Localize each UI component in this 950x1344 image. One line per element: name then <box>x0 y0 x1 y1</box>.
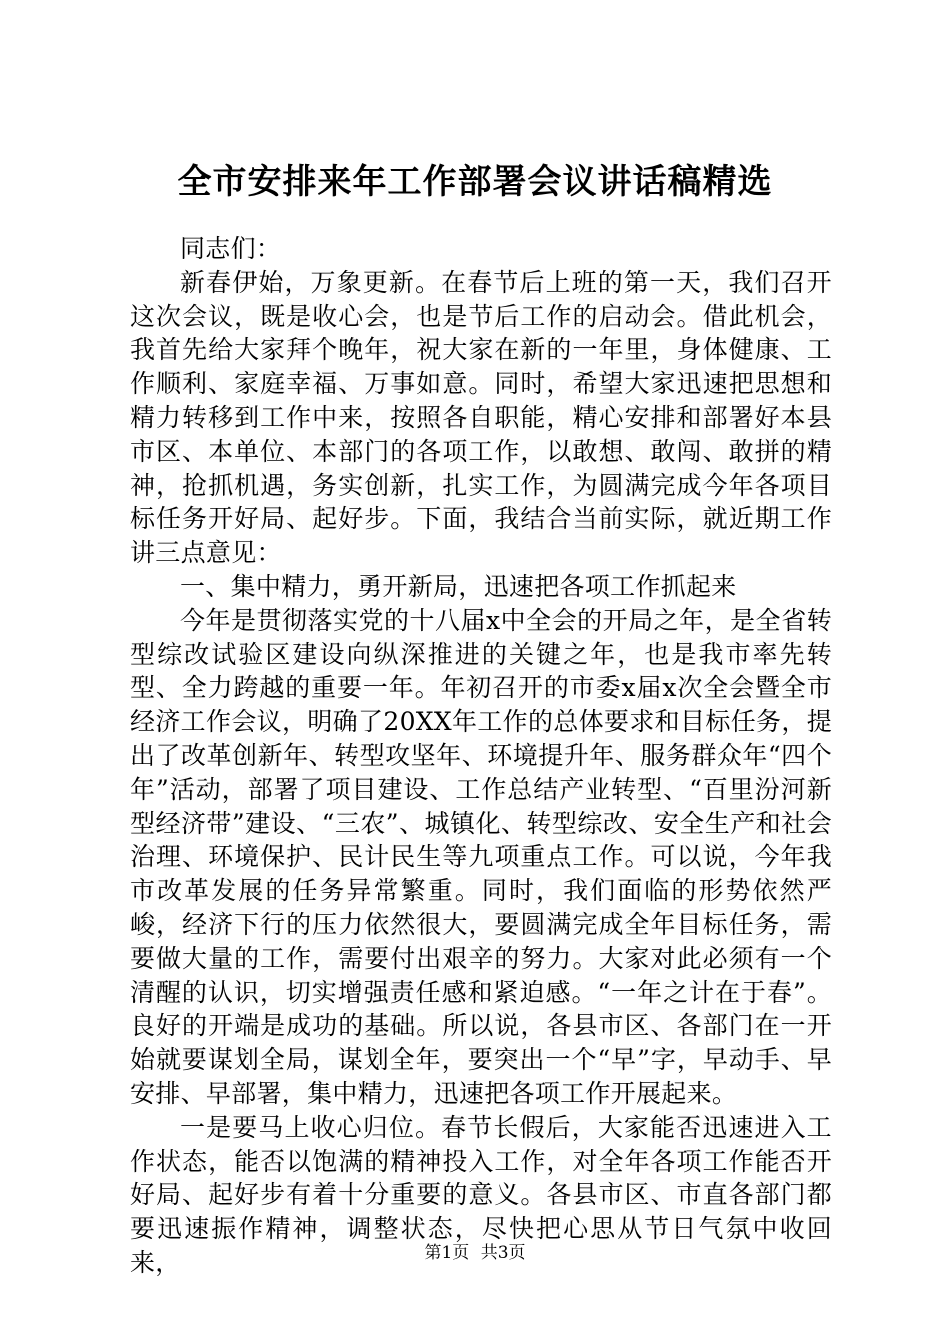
page-number: 第1页 <box>424 1243 470 1263</box>
section-heading: 一、集中精力，勇开新局，迅速把各项工作抓起来 <box>180 571 737 601</box>
salutation-paragraph: 同志们： <box>180 234 282 263</box>
document-title: 全市安排来年工作部署会议讲话稿精选 <box>177 162 773 202</box>
page-footer <box>0 1241 950 1265</box>
body-paragraph: 新春伊始，万象更新。在春节后上班的第一天，我们召开这次会议，既是收心会，也是节后工作的启动会。借此机会，我首先给大家拜个晚年，祝大家在新的一年里，身体健康、工作顺利、家庭幸福、万事如意。同时，希望大家迅速把思想和精力转移到工作中来，按照各自职能，精心安排和部署好本县市区、本单位、本部门的各项工作，以敢想、敢闯、敢拼的精神，抢抓机遇，务实创新，扎实工作，为圆满完成今年各项目标任务开好局、起好步。下面，我结合当前实际，就近期工作讲三点意见： <box>130 267 832 568</box>
page-total: 共3页 <box>480 1243 526 1263</box>
body-paragraph: 今年是贯彻落实党的十八届x中全会的开局之年，是全省转型综改试验区建设向纵深推进的关键之年，也是我市率先转型、全力跨越的重要一年。年初召开的市委x届x次全会暨全市经济工作会议，明确了20XX年工作的总体要求和目标任务，提出了改革创新年、转型攻坚年、环境提升年、服务群众年“四个年”活动，部署了项目建设、工作总结产业转型、“百里汾河新型经济带”建设、“三农”、城镇化、转型综改、安全生产和社会治理、环境保护、民计民生等九项重点工作。可以说，今年我市改革发展的任务异常繁重。同时，我们面临的形势依然严峻，经济下行的压力依然很大，要圆满完成全年目标任务，需要做大量的工作，需要付出艰辛的努力。大家对此必须有一个清醒的认识，切实增强责任感和紧迫感。“一年之计在于春”。良好的开端是成功的基础。所以说，各县市区、各部门在一开始就要谋划全局，谋划全年，要突出一个“早”字，早动手、早安排、早部署，集中精力，迅速把各项工作开展起来。 <box>130 605 832 1108</box>
body-paragraph: 一是要马上收心归位。春节长假后，大家能否迅速进入工作状态，能否以饱满的精神投入工作，对全年各项工作能否开好局、起好步有着十分重要的意义。各县市区、市直各部门都要迅速振作精神，调整状态，尽快把心思从节日气氛中收回来， <box>130 1112 832 1277</box>
document-body <box>130 232 832 1280</box>
